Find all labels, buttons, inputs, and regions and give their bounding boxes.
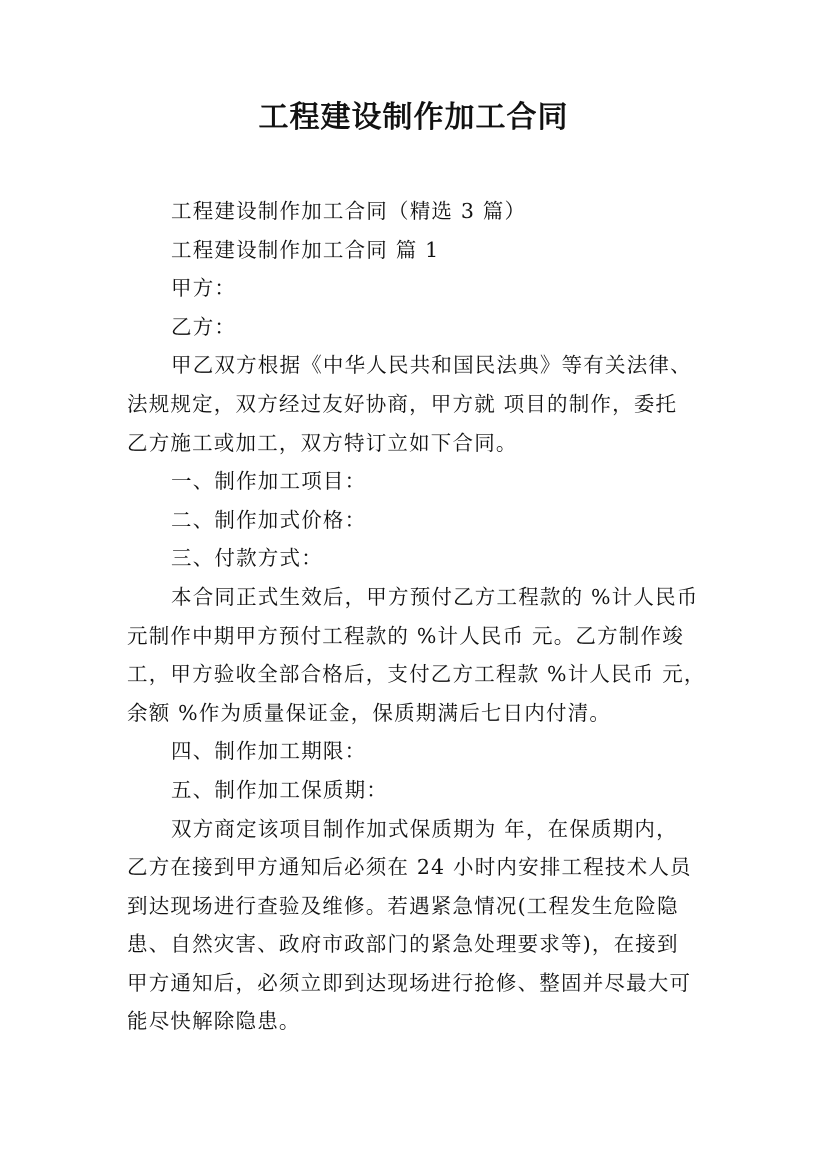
section-heading-4: 四、制作加工期限： [171, 739, 367, 764]
paragraph-line: 到达现场进行查验及维修。若遇紧急情况(工程发生危险隐 [127, 893, 679, 918]
subtitle-line: 工程建设制作加工合同（精选 3 篇） [171, 199, 527, 223]
paragraph-line: 工，甲方验收全部合格后，支付乙方工程款 %计人民币 元， [127, 662, 706, 687]
paragraph-line: 甲方通知后，必须立即到达现场进行抢修、整固并尽最大可 [127, 970, 692, 995]
paragraph-line: 患、自然灾害、政府市政部门的紧急处理要求等)，在接到 [127, 932, 679, 957]
party-a-line: 甲方： [171, 276, 237, 301]
section-heading-1: 一、制作加工项目： [171, 469, 367, 494]
payment-paragraph [127, 578, 719, 732]
warranty-paragraph [127, 810, 719, 1042]
document-body [127, 192, 719, 1041]
paragraph-line: 双方商定该项目制作加式保质期为 年，在保质期内， [171, 816, 678, 841]
paragraph-line: 余额 %作为质量保证金，保质期满后七日内付清。 [127, 700, 612, 725]
party-b-line: 乙方： [171, 314, 237, 339]
paragraph-line: 法规规定，双方经过友好协商，甲方就 项目的制作，委托 [127, 391, 678, 416]
intro-paragraph [127, 346, 719, 462]
paragraph-line: 甲乙双方根据《中华人民共和国民法典》等有关法律、 [171, 353, 692, 378]
paragraph-line: 乙方在接到甲方通知后必须在 24 小时内安排工程技术人员 [127, 855, 692, 880]
section-heading-3: 三、付款方式： [171, 546, 323, 571]
paragraph-line: 元制作中期甲方预付工程款的 %计人民币 元。乙方制作竣 [127, 623, 684, 648]
paragraph-line: 乙方施工或加工，双方特订立如下合同。 [127, 430, 518, 455]
paragraph-line: 能尽快解除隐患。 [127, 1009, 301, 1034]
paragraph-line: 本合同正式生效后，甲方预付乙方工程款的 %计人民币 [171, 584, 699, 609]
section-heading-2: 二、制作加式价格： [171, 507, 367, 532]
document-title: 工程建设制作加工合同 [258, 100, 569, 135]
section-heading-5: 五、制作加工保质期： [171, 777, 388, 802]
part-heading: 工程建设制作加工合同 篇 1 [171, 237, 440, 262]
